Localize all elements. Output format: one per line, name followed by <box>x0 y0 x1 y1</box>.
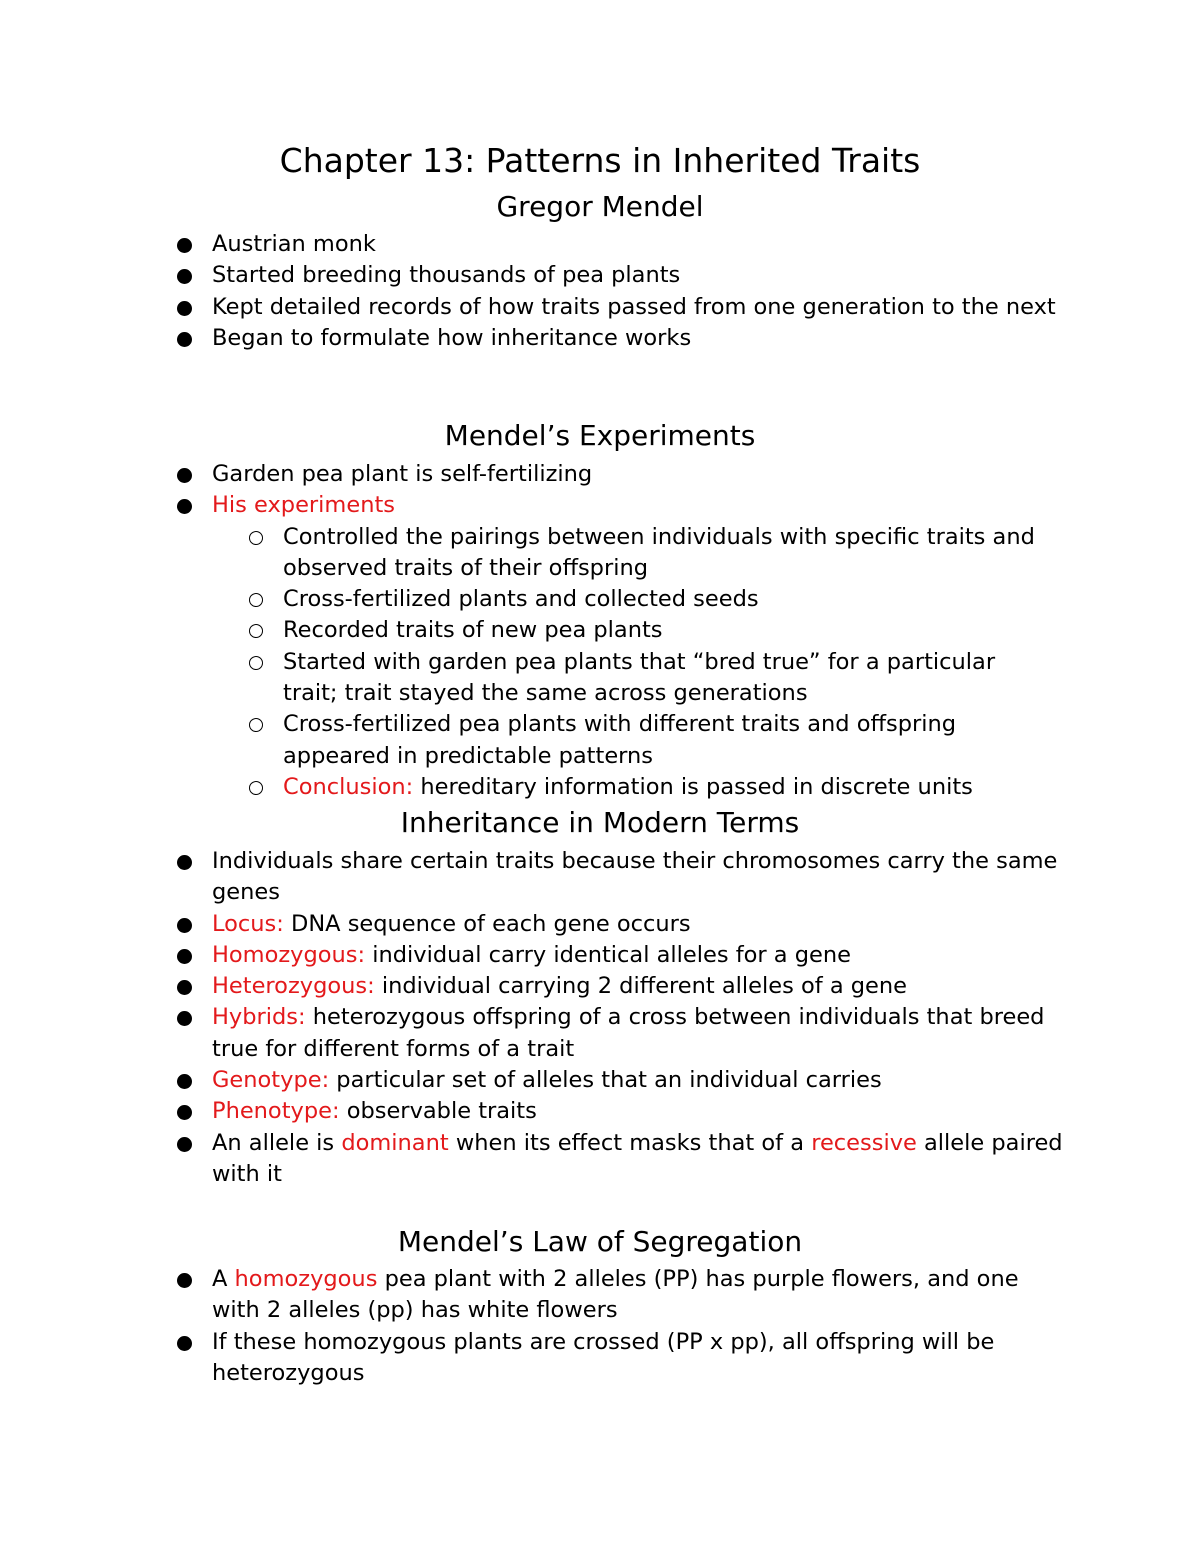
term-text: heterozygous offspring of a cross between individuals that breed true for different forms of a trait <box>212 1004 1045 1062</box>
sub-list-item: Started with garden pea plants that “bred true” for a particular trait; trait stayed the same across generations <box>283 647 1043 710</box>
section-heading-law-of-segregation: Mendel’s Law of Segregation <box>397 1225 803 1258</box>
term-text: DNA sequence of each gene occurs <box>283 910 691 937</box>
list-item-highlighted <box>212 490 1072 803</box>
experiments-sublist <box>283 522 1043 804</box>
page-title: Chapter 13: Patterns in Inherited Traits <box>279 141 921 180</box>
allele-text-1: An allele is <box>212 1129 342 1156</box>
dominant-term: dominant <box>341 1129 449 1156</box>
term-label: Homozygous: <box>212 941 366 968</box>
allele-text-3: allele paired with it <box>212 1129 1063 1187</box>
sub-list-item: Cross-fertilized pea plants with different traits and offspring appeared in predictable patterns <box>283 709 1043 772</box>
sub-list-item: Recorded traits of new pea plants <box>283 615 1043 646</box>
term-label: Heterozygous: <box>212 973 375 1000</box>
homozygous-text-1: A <box>212 1266 235 1292</box>
definition-item <box>212 909 1072 940</box>
experiments-list <box>212 459 1072 803</box>
gregor-mendel-list <box>212 229 1072 354</box>
list-item: Started breeding thousands of pea plants <box>212 260 1072 291</box>
allele-item <box>212 1128 1072 1191</box>
term-label: Locus: <box>212 910 284 937</box>
definition-item <box>212 1096 1072 1127</box>
list-item: If these homozygous plants are crossed (PP x pp), all offspring will be heterozygous <box>212 1327 1072 1390</box>
sub-list-item: Controlled the pairings between individuals with specific traits and observed traits of their offspring <box>283 522 1043 585</box>
definition-item <box>212 1065 1072 1096</box>
definition-item <box>212 1002 1072 1065</box>
term-text: particular set of alleles that an individual carries <box>329 1067 882 1094</box>
section-heading-mendels-experiments: Mendel’s Experiments <box>444 419 756 452</box>
term-text: individual carrying 2 different alleles of a gene <box>374 973 907 1000</box>
list-item: Individuals share certain traits because their chromosomes carry the same genes <box>212 846 1072 909</box>
modern-terms-list <box>212 846 1072 1190</box>
term-label: Genotype: <box>212 1067 330 1094</box>
list-item: Austrian monk <box>212 229 1072 260</box>
sub-list-item-conclusion <box>283 772 1043 803</box>
his-experiments-label: His experiments <box>212 492 395 519</box>
homozygous-text-2: pea plant with 2 alleles (PP) has purple flowers, and one with 2 alleles (pp) has white flowers <box>212 1266 1019 1324</box>
term-text: individual carry identical alleles for a gene <box>365 941 851 968</box>
list-item: Began to formulate how inheritance works <box>212 323 1072 354</box>
list-item: Kept detailed records of how traits passed from one generation to the next <box>212 292 1072 323</box>
term-text: observable traits <box>339 1098 537 1125</box>
term-label: Conclusion: <box>283 773 414 800</box>
section-heading-gregor-mendel: Gregor Mendel <box>496 190 704 223</box>
list-item: Garden pea plant is self-fertilizing <box>212 459 1072 490</box>
section-heading-inheritance-modern-terms: Inheritance in Modern Terms <box>400 806 800 839</box>
homozygous-term: homozygous <box>234 1266 378 1292</box>
definition-item <box>212 971 1072 1002</box>
term-label: Phenotype: <box>212 1098 340 1125</box>
term-label: Hybrids: <box>212 1004 306 1031</box>
definition-item <box>212 940 1072 971</box>
list-item <box>212 1264 1072 1327</box>
segregation-list <box>212 1264 1072 1389</box>
sub-list-item: Cross-fertilized plants and collected seeds <box>283 584 1043 615</box>
allele-text-2: when its effect masks that of a <box>448 1129 812 1156</box>
recessive-term: recessive <box>811 1129 917 1156</box>
term-text: hereditary information is passed in discrete units <box>413 773 973 800</box>
